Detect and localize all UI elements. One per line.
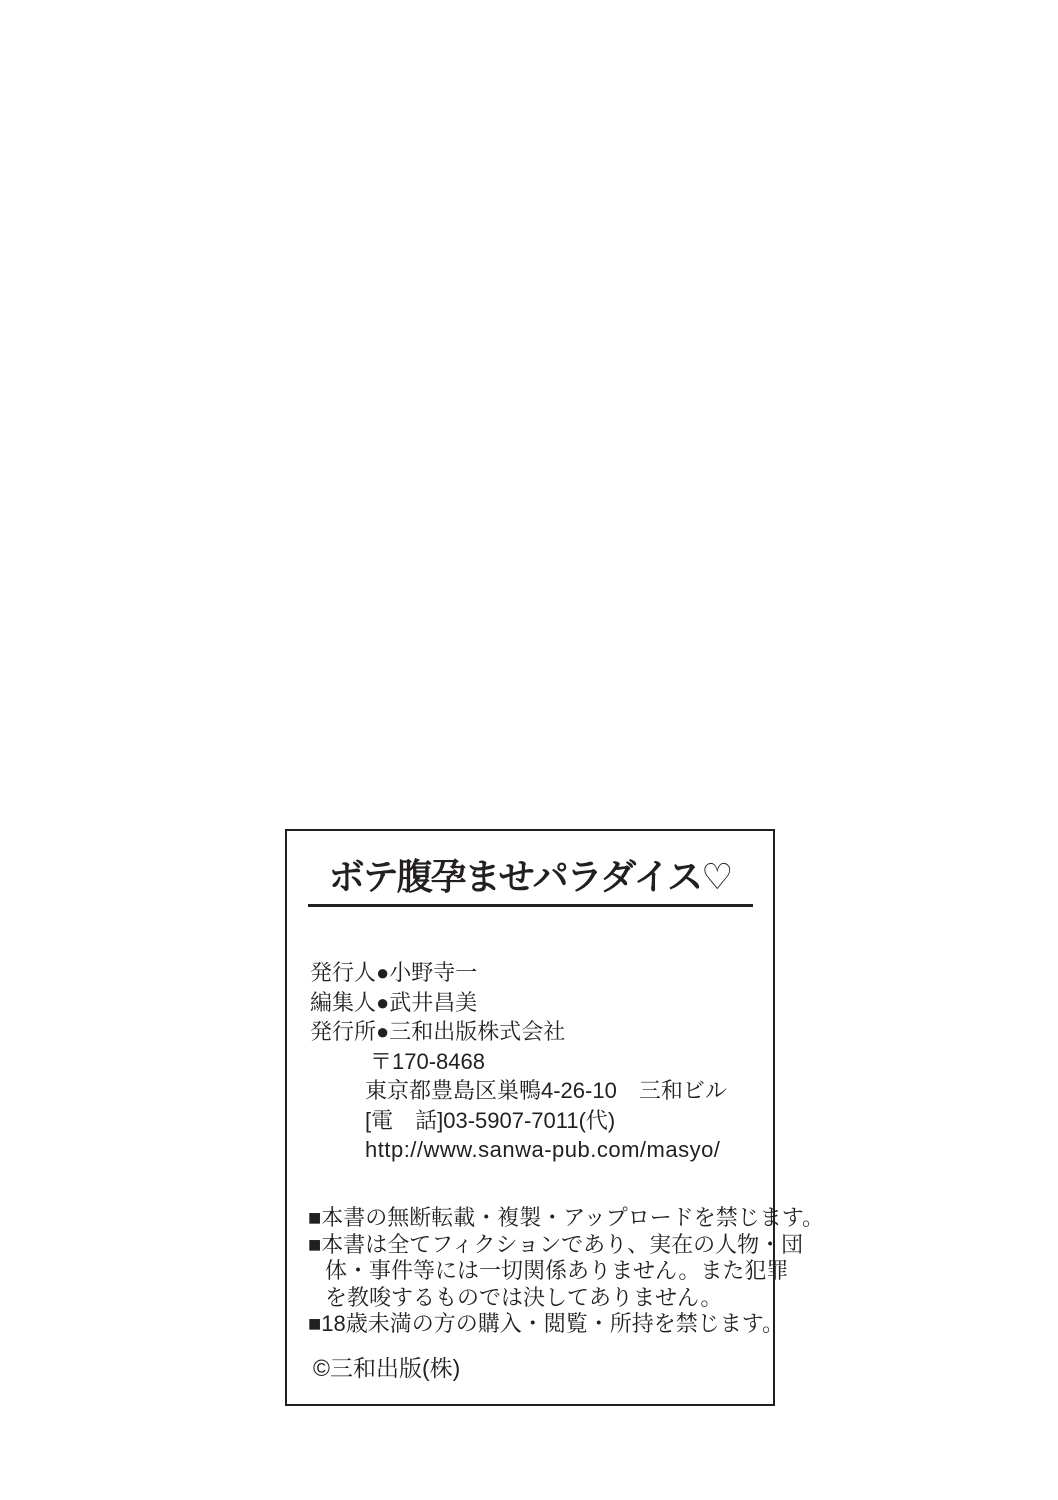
- editor-line: 編集人●武井昌美: [310, 989, 478, 1015]
- postal-code-line: 〒170-8468: [370, 1048, 485, 1074]
- notice-age-restriction: ■18歳未満の方の購入・閲覧・所持を禁じます。: [308, 1311, 785, 1336]
- notice-fiction-line-2: 体・事件等には一切関係ありません。また犯罪: [325, 1258, 789, 1283]
- publishing-house-line: 発行所●三和出版株式会社: [310, 1019, 566, 1044]
- website-url: http://www.sanwa-pub.com/masyo/: [365, 1137, 721, 1162]
- notice-fiction-line-1: ■本書は全てフィクションであり、実在の人物・団: [308, 1231, 804, 1257]
- address-line: 東京都豊島区巣鴨4-26-10 三和ビル: [365, 1078, 727, 1103]
- notice-fiction-line-3: を教唆するものでは決してありません。: [325, 1284, 723, 1310]
- copyright-line: ©三和出版(株): [313, 1355, 461, 1381]
- colophon-box: [285, 829, 824, 1406]
- book-title: ボテ腹孕ませパラダイス♡: [328, 856, 732, 897]
- publisher-line: 発行人●小野寺一: [310, 960, 478, 985]
- publisher-info-block: [310, 958, 727, 1165]
- legal-notices-block: [308, 1205, 824, 1338]
- phone-line: [電 話]03-5907-7011(代): [365, 1107, 616, 1133]
- title-underline: [308, 904, 753, 907]
- notice-no-reproduction: ■本書の無断転載・複製・アップロードを禁じます。: [308, 1205, 824, 1230]
